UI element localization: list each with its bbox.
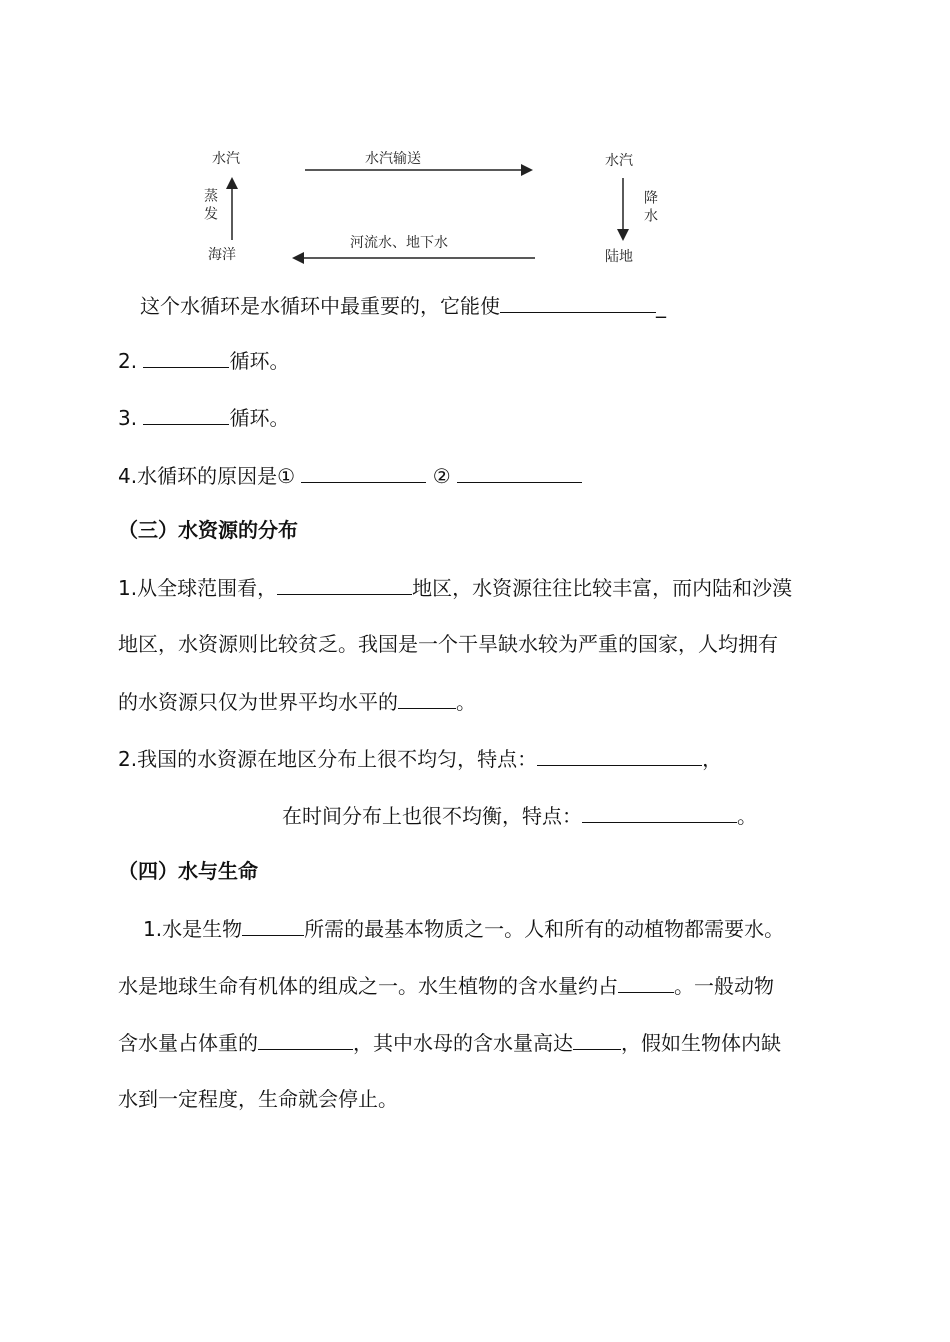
text: 1.水是生物 <box>143 917 243 941</box>
blank[interactable] <box>573 1027 621 1050</box>
section-3-p1-line3 <box>118 686 476 717</box>
vapor-label-right: 水汽 <box>605 153 633 169</box>
water-cycle-diagram <box>180 130 700 280</box>
section-3-p2-line1 <box>118 743 722 774</box>
text: 的水资源只仅为世界平均水平的 <box>118 690 398 714</box>
text: 2.我国的水资源在地区分布上很不均匀，特点： <box>118 747 538 771</box>
item-tail: 循环。 <box>229 349 290 373</box>
text: 所需的最基本物质之一。人和所有的动植物都需要水。 <box>304 917 785 941</box>
text: 。 <box>456 690 476 714</box>
section-3-p2-line2 <box>282 800 757 831</box>
transport-label: 水汽输送 <box>365 151 421 167</box>
item-4-mid: ② <box>432 464 451 488</box>
cycle-item-2 <box>118 345 289 376</box>
cycle-line-1 <box>140 290 666 321</box>
blank[interactable] <box>582 800 737 823</box>
cycle-item-3 <box>118 402 289 433</box>
section-3-p1-line1 <box>118 572 792 603</box>
blank[interactable] <box>618 970 674 993</box>
text: 。一般动物 <box>674 974 774 998</box>
item-4-text: 4.水循环的原因是① <box>118 464 296 488</box>
blank[interactable] <box>242 913 304 936</box>
section-4-title: （四）水与生命 <box>118 859 258 883</box>
precipitation-label: 降水 <box>642 190 658 226</box>
section-4-line1 <box>143 913 784 944</box>
cycle-item-4 <box>118 460 582 491</box>
item-tail: 循环。 <box>229 406 290 430</box>
section-4-line3 <box>118 1027 781 1058</box>
item-number: 3. <box>118 406 138 430</box>
cycle-line-1-end: _ <box>656 294 666 318</box>
text: ， <box>702 747 723 771</box>
section-3-title: （三）水资源的分布 <box>118 518 298 542</box>
blank[interactable] <box>537 743 702 766</box>
blank[interactable] <box>258 1027 353 1050</box>
text: 地区，水资源往往比较丰富，而内陆和沙漠 <box>412 576 793 600</box>
runoff-label: 河流水、地下水 <box>350 235 448 251</box>
section-3-p1-line2: 地区，水资源则比较贫乏。我国是一个干旱缺水较为严重的国家，人均拥有 <box>118 632 778 656</box>
text: 。 <box>737 804 757 828</box>
text: 在时间分布上也很不均衡，特点： <box>282 804 582 828</box>
blank[interactable] <box>398 686 456 709</box>
text: 1.从全球范围看， <box>118 576 278 600</box>
blank[interactable] <box>500 290 656 313</box>
blank[interactable] <box>143 345 229 368</box>
text: 含水量占体重的 <box>118 1031 258 1055</box>
blank[interactable] <box>457 460 582 483</box>
blank[interactable] <box>277 572 412 595</box>
ocean-label: 海洋 <box>208 247 236 263</box>
evaporation-label: 蒸发 <box>202 188 218 224</box>
vapor-label-left: 水汽 <box>212 151 240 167</box>
blank[interactable] <box>301 460 426 483</box>
blank[interactable] <box>143 402 229 425</box>
section-4-line4: 水到一定程度，生命就会停止。 <box>118 1087 398 1111</box>
cycle-line-1-text: 这个水循环是水循环中最重要的，它能使 <box>140 294 500 318</box>
item-number: 2. <box>118 349 138 373</box>
text: ，假如生物体内缺 <box>621 1031 781 1055</box>
text: ，其中水母的含水量高达 <box>353 1031 573 1055</box>
land-label: 陆地 <box>605 249 633 265</box>
text: 水是地球生命有机体的组成之一。水生植物的含水量约占 <box>118 974 618 998</box>
section-4-line2 <box>118 970 774 1001</box>
